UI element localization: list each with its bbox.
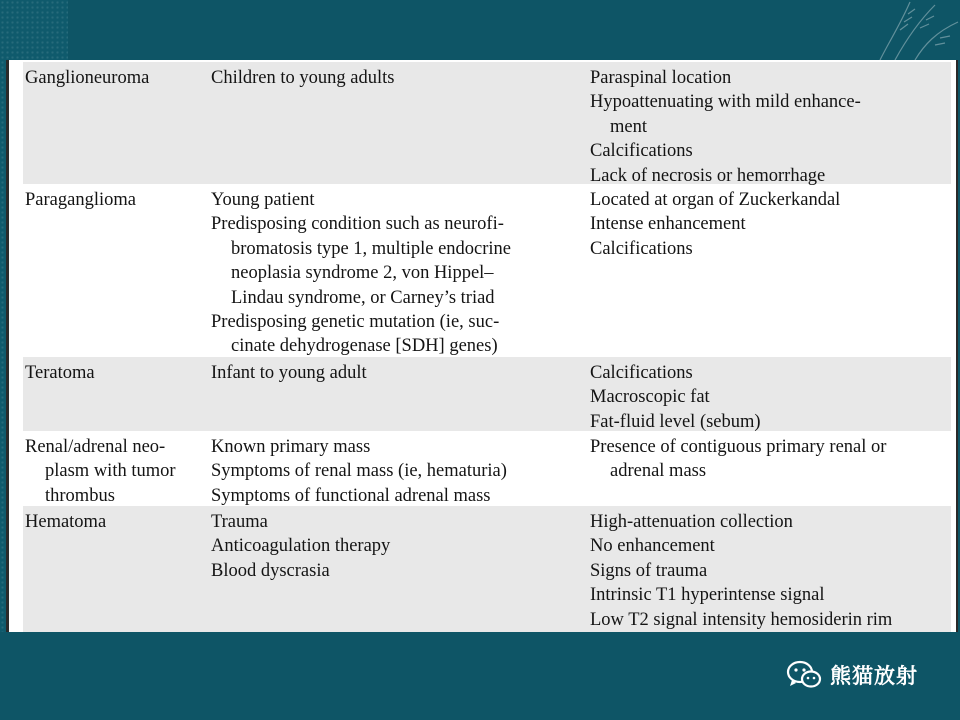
clinical-features-cell [211, 435, 583, 508]
cell-line: Intense enhancement [590, 214, 746, 235]
cell-line: Young patient [211, 190, 315, 210]
cell-line: Calcifications [590, 363, 693, 383]
cell-line: Ganglioneuroma [25, 68, 150, 88]
imaging-features-cell [590, 435, 950, 484]
clinical-features-cell [211, 188, 583, 359]
cell-line: cinate dehydrogenase [SDH] genes) [231, 336, 498, 357]
cell-line: bromatosis type 1, multiple endocrine [231, 238, 512, 259]
cell-line: Paraganglioma [25, 190, 136, 210]
cell-line: Teratoma [25, 363, 95, 383]
clinical-features-cell [211, 361, 583, 385]
imaging-features-cell [590, 510, 950, 632]
cell-line: plasm with tumor [45, 461, 176, 482]
clinical-features-cell [211, 510, 583, 583]
cell-line: Paraspinal location [590, 68, 732, 88]
condition-cell [25, 510, 211, 534]
cell-line: Located at organ of Zuckerkandal [590, 190, 841, 210]
cell-line: Trauma [211, 512, 268, 532]
table-panel [6, 60, 958, 632]
cell-line: Macroscopic fat [590, 387, 710, 408]
condition-cell [25, 361, 211, 385]
clinical-features-cell [211, 66, 583, 90]
cell-line: No enhancement [590, 536, 715, 557]
cell-line: thrombus [45, 485, 115, 506]
cell-line: ment [610, 116, 647, 137]
cell-line: Symptoms of functional adrenal mass [211, 485, 491, 506]
table-row [23, 431, 951, 506]
cell-line: Predisposing condition such as neurofi- [211, 214, 504, 235]
table-row [23, 62, 951, 184]
condition-cell [25, 188, 211, 212]
cell-line: Calcifications [590, 141, 693, 162]
cell-line: Infant to young adult [211, 363, 367, 383]
condition-cell [25, 435, 211, 508]
cell-line: neoplasia syndrome 2, von Hippel– [231, 263, 494, 284]
cell-line: Blood dyscrasia [211, 560, 330, 581]
cell-line: Predisposing genetic mutation (ie, suc- [211, 312, 500, 333]
slide-header-bar [0, 0, 960, 60]
cell-line: Hematoma [25, 512, 107, 532]
cell-line: Calcifications [590, 238, 693, 259]
condition-cell [25, 66, 211, 90]
cell-line: Fat-fluid level (sebum) [590, 411, 761, 432]
cell-line: adrenal mass [610, 461, 707, 482]
cell-line: Intrinsic T1 hyperintense signal [590, 585, 825, 606]
cell-line: Known primary mass [211, 437, 371, 457]
cell-line: Low T2 signal intensity hemosiderin rim [590, 609, 893, 630]
cell-line: High-attenuation collection [590, 512, 793, 532]
imaging-features-cell [590, 66, 950, 188]
cell-line: Anticoagulation therapy [211, 536, 391, 557]
wechat-icon [786, 660, 822, 690]
watermark [786, 660, 918, 690]
imaging-features-cell [590, 361, 950, 434]
cell-line: Presence of contiguous primary renal or [590, 437, 887, 457]
cell-line: Renal/adrenal neo- [25, 437, 166, 457]
cell-line: Hypoattenuating with mild enhance- [590, 92, 861, 113]
table-row [23, 357, 951, 431]
cell-line: Symptoms of renal mass (ie, hematuria) [211, 461, 507, 482]
cell-line: Signs of trauma [590, 560, 708, 581]
feather-decoration-icon [840, 0, 960, 60]
cell-line: Lack of necrosis or hemorrhage [590, 165, 826, 186]
table-row [23, 506, 951, 632]
cell-line: Lindau syndrome, or Carney’s triad [231, 287, 495, 308]
table-row [23, 184, 951, 357]
imaging-features-cell [590, 188, 950, 261]
watermark-text: 熊猫放射 [830, 664, 918, 688]
cell-line: Children to young adults [211, 68, 395, 88]
